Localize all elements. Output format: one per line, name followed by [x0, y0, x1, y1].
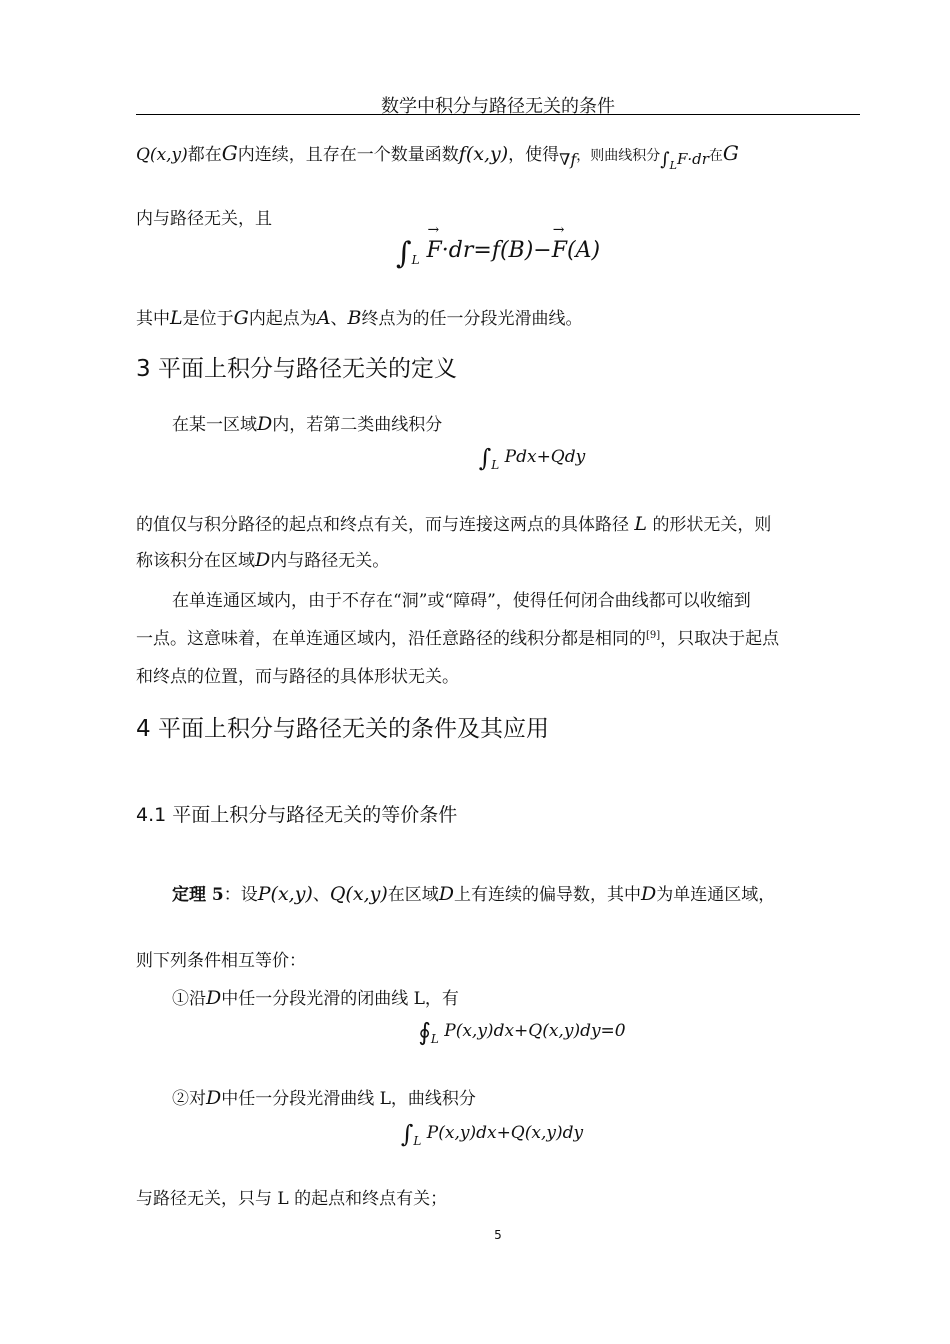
condition-1 — [172, 984, 459, 1009]
text: 是位于 — [182, 309, 234, 329]
math-q: Q(x,y) — [329, 883, 388, 905]
text: 的值仅与积分路径的起点和终点有关，而与连接这两点的具体路径 — [136, 515, 629, 535]
text: 内，若第二类曲线积分 — [272, 415, 443, 435]
header-rule — [136, 114, 860, 115]
text: 、 — [312, 885, 330, 905]
text: 在某一区域 — [172, 415, 257, 435]
paragraph-line: 则下列条件相互等价： — [136, 951, 306, 971]
integral-subscript: L — [491, 458, 500, 472]
math-q: Q(x,y) — [136, 145, 188, 165]
text: ，只取决于起点 — [660, 629, 780, 649]
text: ：设 — [223, 885, 258, 905]
theorem-line — [172, 880, 775, 905]
paragraph-line — [136, 140, 739, 172]
math-fdr: F·dr — [676, 150, 709, 168]
citation-ref: [9] — [646, 630, 661, 641]
paragraph-line — [136, 304, 583, 329]
integral-sign: ∫ — [395, 236, 412, 271]
text: 在区域 — [387, 885, 439, 905]
integral-subscript: L — [411, 253, 420, 267]
contour-integral-sign: ∮ — [418, 1018, 431, 1046]
math-sub-l: L — [669, 159, 677, 172]
condition-2 — [172, 1084, 476, 1109]
math-g: G — [233, 307, 249, 329]
math-p: P(x,y) — [257, 883, 313, 905]
math-d: D — [640, 883, 657, 905]
text: 在 — [708, 148, 723, 164]
text: 称该积分在区域 — [136, 551, 255, 571]
text: 都在 — [187, 145, 222, 165]
equation-text: P(x,y)dx+Q(x,y)dy=0 — [444, 1021, 626, 1041]
math-d: D — [438, 883, 454, 905]
math-d: D — [257, 413, 273, 435]
paragraph-line — [172, 410, 442, 435]
text: 内起点为 — [248, 309, 317, 329]
equation-4 — [130, 1120, 854, 1148]
integral-subscript: L — [413, 1134, 422, 1148]
section-heading-4: 4 平面上积分与路径无关的条件及其应用 — [136, 716, 549, 742]
equation-3 — [160, 1018, 884, 1046]
vector-f: → F — [427, 238, 442, 263]
text: 中任一分段光滑曲线 L，曲线积分 — [221, 1089, 476, 1109]
vector-f: → F — [552, 238, 567, 263]
text: 其中 — [136, 309, 170, 329]
paragraph-line — [136, 546, 389, 571]
math-l: L — [634, 513, 648, 535]
equation-text: ·dr=f(B)− — [441, 238, 552, 263]
paragraph-line: 在单连通区域内，由于不存在“洞”或“障碍”，使得任何闭合曲线都可以收缩到 — [172, 591, 751, 611]
theorem-label: 定理 5 — [172, 885, 224, 905]
text: ②对 — [172, 1089, 206, 1109]
equation-text: Pdx+Qdy — [504, 447, 586, 467]
text: 内连续，且存在一个数量函数 — [237, 145, 459, 165]
paragraph-line: 内与路径无关，且 — [136, 209, 272, 229]
text: 一点。这意味着，在单连通区域内，沿任意路径的线积分都是相同的 — [136, 629, 646, 649]
math-l: L — [170, 307, 183, 329]
math-integral: ∫ — [660, 149, 670, 170]
paragraph-line: 和终点的位置，而与路径的具体形状无关。 — [136, 667, 459, 687]
math-a: A — [316, 307, 331, 329]
math-grad: ∇f — [559, 150, 577, 169]
text: 为单连通区域， — [656, 885, 776, 905]
math-f: f(x,y) — [458, 143, 509, 165]
math-b: B — [347, 307, 362, 329]
equation-1 — [136, 236, 860, 271]
text: 中任一分段光滑的闭曲线 L，有 — [221, 989, 459, 1009]
math-d: D — [206, 987, 222, 1009]
equation-text: (A) — [567, 238, 601, 263]
equation-2 — [170, 444, 894, 472]
text: 上有连续的偏导数，其中 — [453, 885, 641, 905]
math-g: G — [221, 141, 238, 165]
running-header: 数学中积分与路径无关的条件 — [381, 96, 615, 117]
text: 的形状无关，则 — [652, 515, 772, 535]
paragraph-line: 与路径无关，只与 L 的起点和终点有关； — [136, 1189, 448, 1209]
section-heading-3: 3 平面上积分与路径无关的定义 — [136, 356, 457, 382]
math-d: D — [206, 1087, 222, 1109]
page-number: 5 — [494, 1228, 502, 1242]
section-heading-4-1: 4.1 平面上积分与路径无关的等价条件 — [136, 804, 458, 826]
math-g: G — [722, 141, 739, 165]
text: ①沿 — [172, 989, 206, 1009]
integral-sign: ∫ — [400, 1120, 414, 1148]
text: 内与路径无关。 — [270, 551, 390, 571]
paragraph-line — [136, 510, 771, 535]
integral-subscript: L — [430, 1032, 439, 1046]
text: 终点为的任一分段光滑曲线。 — [361, 309, 583, 329]
text: ，则曲线积分 — [576, 148, 661, 164]
equation-text: P(x,y)dx+Q(x,y)dy — [426, 1123, 584, 1143]
text: 、 — [330, 309, 348, 329]
integral-sign: ∫ — [478, 444, 492, 472]
paragraph-line — [136, 624, 779, 649]
math-d: D — [255, 549, 271, 571]
text: ，使得 — [508, 145, 560, 165]
